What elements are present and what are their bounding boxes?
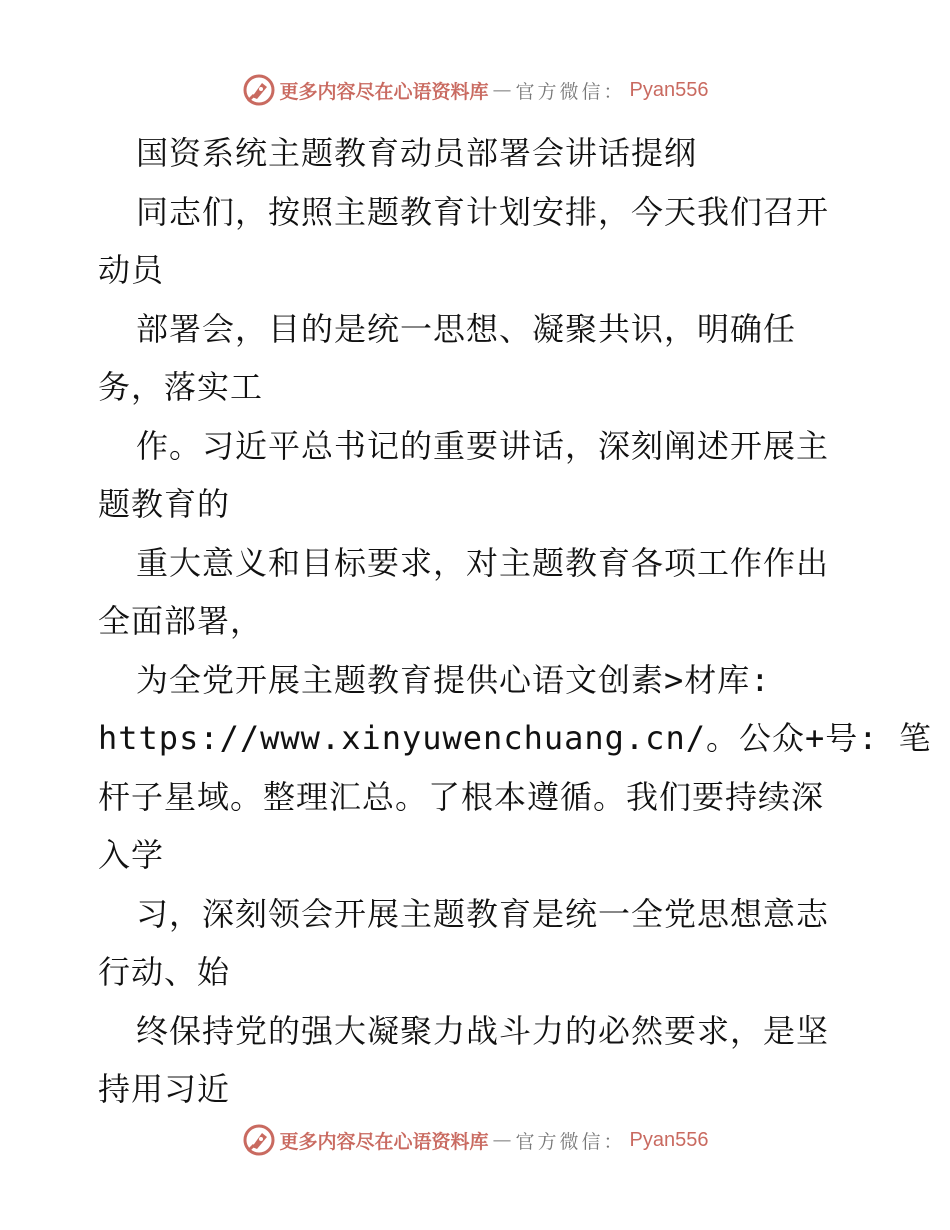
body-text-line: 题教育的 [98, 485, 231, 523]
header-watermark [0, 70, 950, 110]
document-title: 国资系统主题教育动员部署会讲话提纲 [136, 134, 698, 172]
body-text-line: 入学 [98, 836, 165, 874]
watermark-label: 官方微信： [515, 80, 626, 103]
watermark-text: 更多内容尽在心语资料库 [279, 1130, 489, 1153]
body-text-line: 习，深刻领会开展主题教育是统一全党思想意志 [136, 894, 830, 933]
body-text-line: 动员 [98, 251, 165, 289]
body-text-line: 作。习近平总书记的重要讲话，深刻阐述开展主 [136, 426, 830, 465]
body-text-line: https://www.xinyuwenchuang.cn/。公众+号: 笔 [98, 719, 932, 757]
body-text-line: 务，落实工 [98, 368, 264, 406]
watermark-label: 官方微信： [515, 1130, 626, 1153]
body-text-line: 行动、始 [98, 953, 231, 991]
body-text-line: 同志们，按照主题教育计划安排，今天我们召开 [136, 192, 830, 231]
body-text-line: 重大意义和目标要求，对主题教育各项工作作出 [136, 543, 830, 582]
body-text-line: 杆子星域。整理汇总。了根本遵循。我们要持续深 [98, 777, 825, 816]
body-text-line: 终保持党的强大凝聚力战斗力的必然要求，是坚 [136, 1011, 830, 1050]
watermark-wechat-id: Pyan556 [629, 1128, 709, 1151]
watermark-separator: — [492, 1129, 512, 1151]
pen-nib-logo-icon [242, 1123, 276, 1157]
watermark-wechat-id: Pyan556 [629, 78, 709, 101]
footer-watermark [0, 1120, 950, 1160]
watermark-text: 更多内容尽在心语资料库 [279, 80, 489, 103]
document-body [98, 124, 932, 1119]
body-text-line: 全面部署， [98, 602, 264, 640]
body-text-line: 部署会，目的是统一思想、凝聚共识，明确任 [136, 309, 797, 348]
pen-nib-logo-icon [242, 73, 276, 107]
body-text-line: 为全党开展主题教育提供心语文创素>材库: [136, 660, 771, 699]
watermark-separator: — [492, 79, 512, 101]
body-text-line: 持用习近 [98, 1070, 231, 1108]
